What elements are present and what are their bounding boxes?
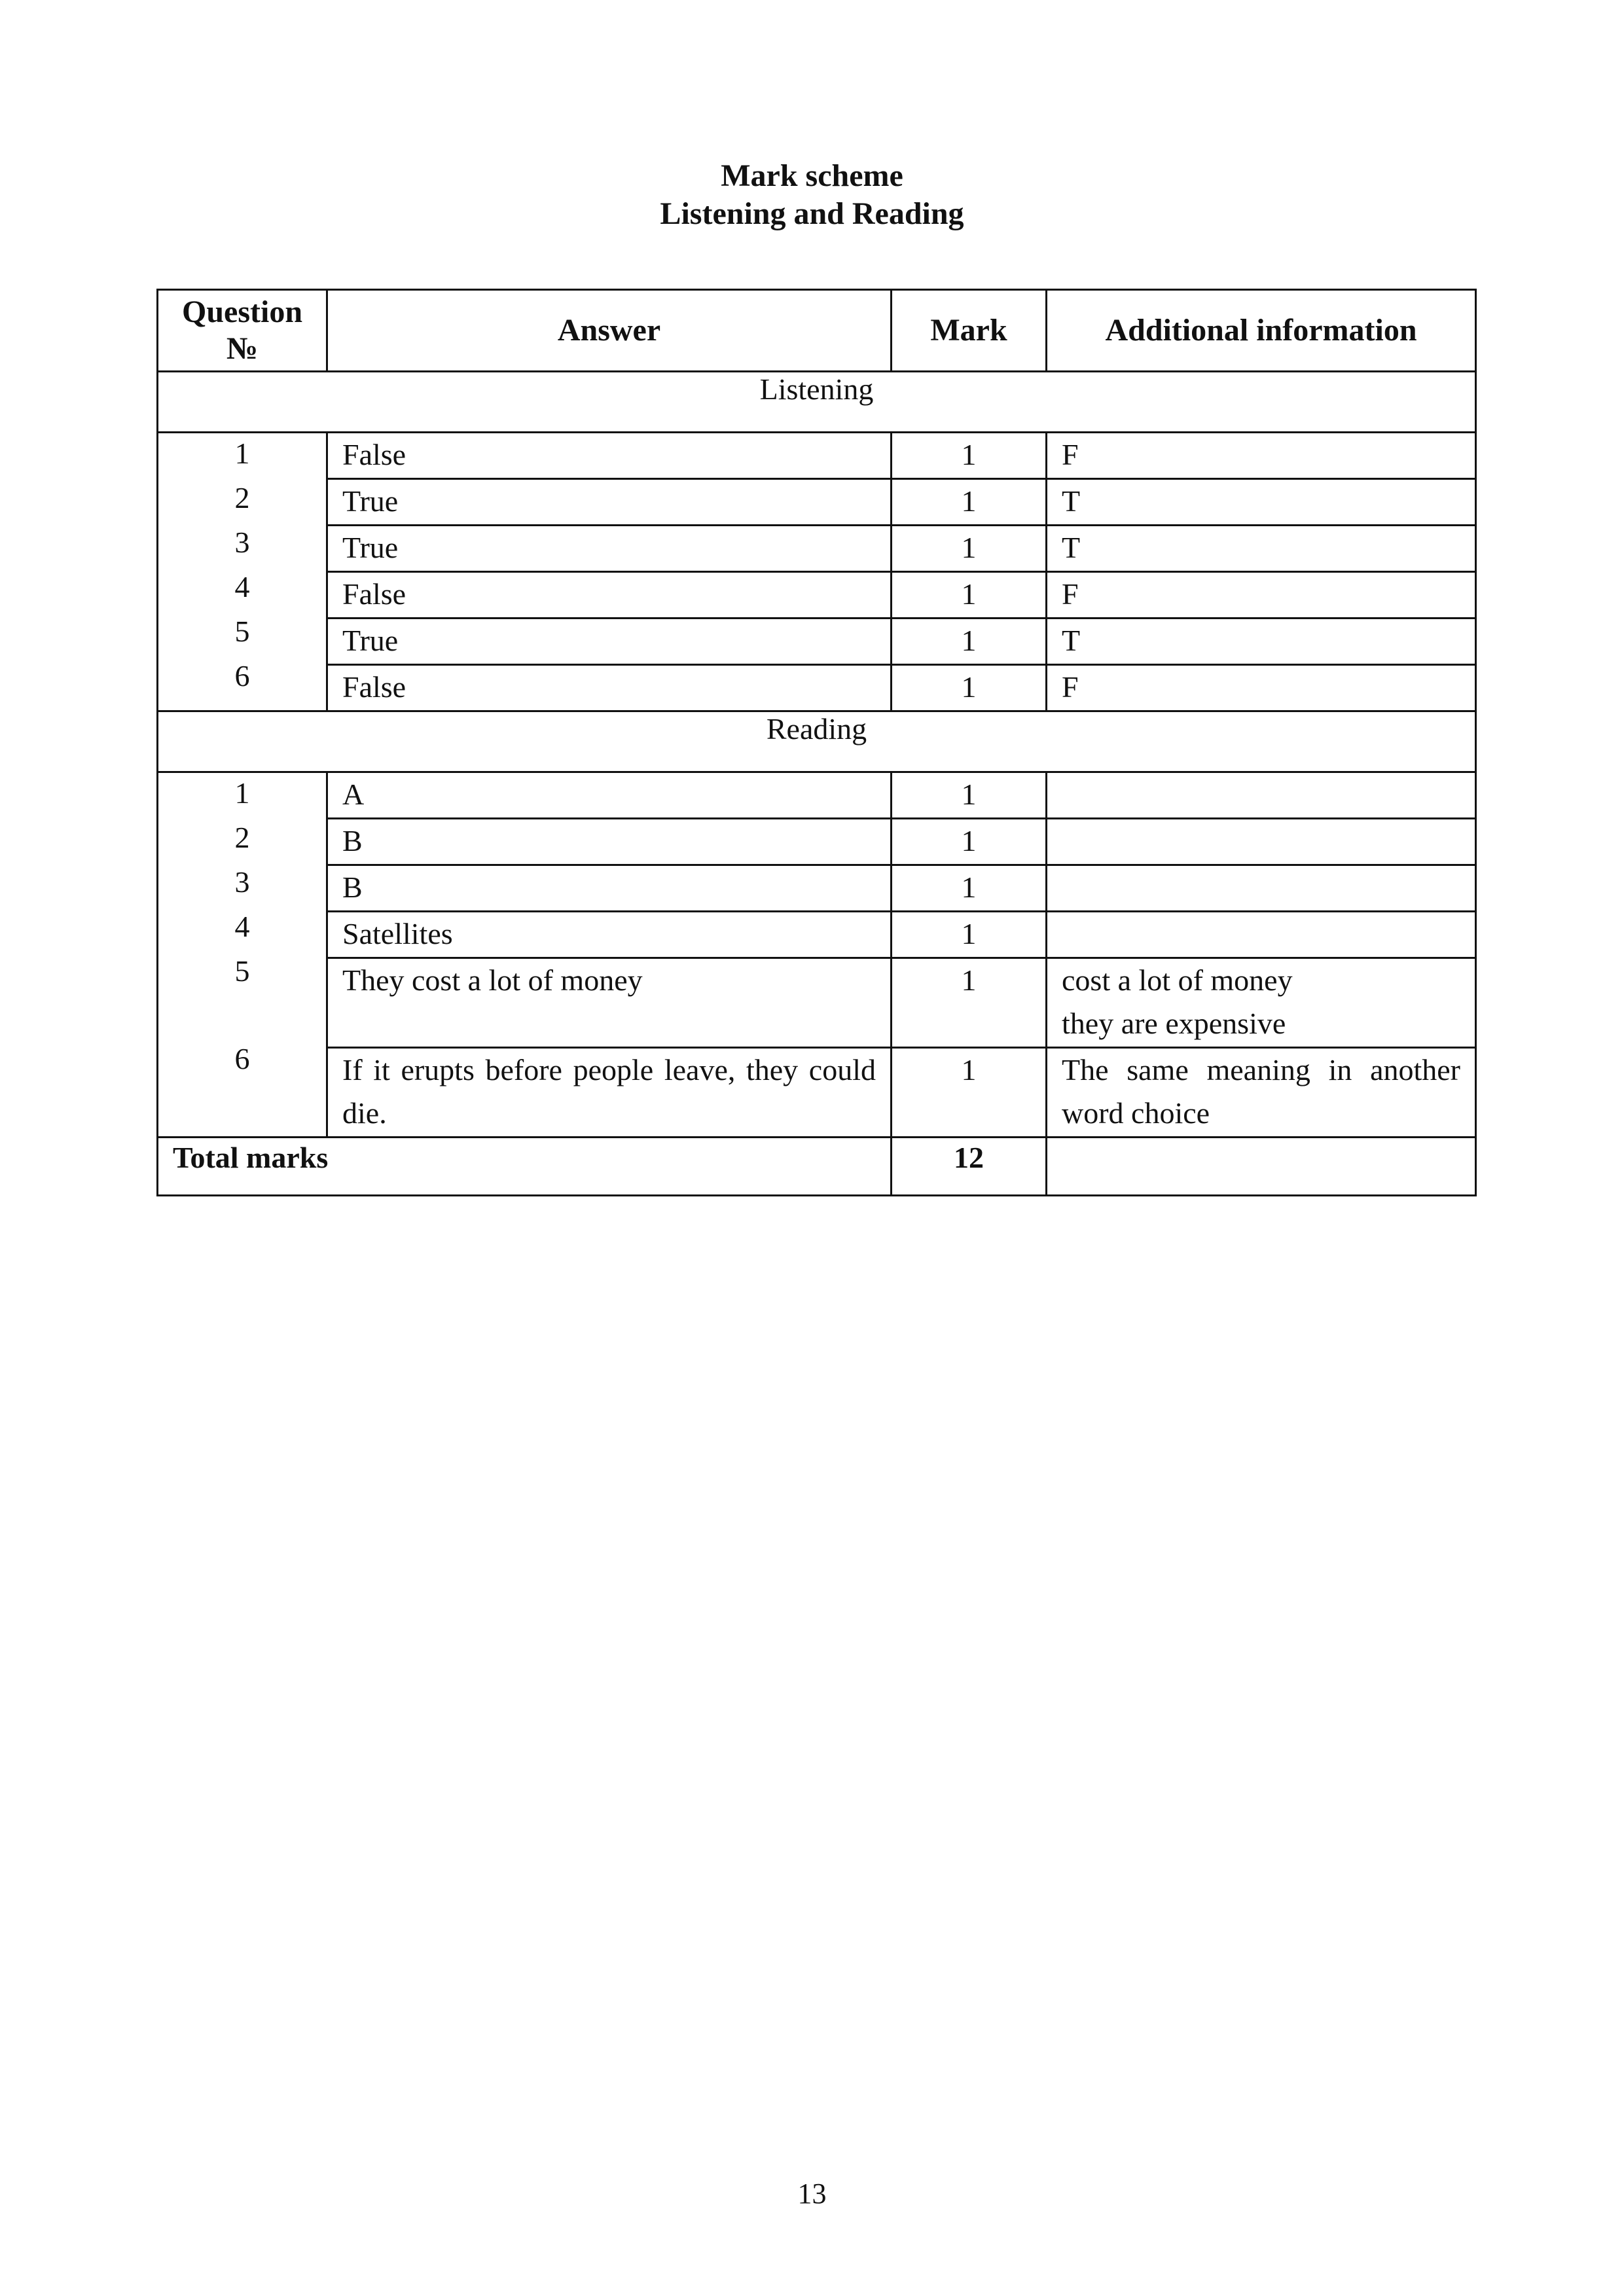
info-cell: The same meaning in another word choice xyxy=(1047,1048,1476,1138)
question-number: 4 xyxy=(234,910,250,943)
answer-cell: True xyxy=(327,479,892,526)
info-cell: F xyxy=(1047,665,1476,711)
table-row xyxy=(158,619,1476,665)
info-line: they are expensive xyxy=(1062,1007,1286,1040)
info-cell: T xyxy=(1047,479,1476,526)
mark-cell: 1 xyxy=(892,912,1047,958)
total-label: Total marks xyxy=(158,1138,892,1196)
info-cell: F xyxy=(1047,433,1476,479)
mark-cell: 1 xyxy=(892,572,1047,619)
page-subtitle: Listening and Reading xyxy=(660,196,964,231)
table-row xyxy=(158,958,1476,1048)
mark-cell: 1 xyxy=(892,526,1047,572)
header-mark: Mark xyxy=(892,290,1047,372)
info-cell xyxy=(1047,772,1476,819)
table-row xyxy=(158,572,1476,619)
page-number: 13 xyxy=(797,2178,827,2210)
info-cell xyxy=(1047,958,1476,1048)
mark-cell: 1 xyxy=(892,958,1047,1048)
page-title: Mark scheme xyxy=(721,158,903,193)
answer-cell: B xyxy=(327,819,892,865)
answer-cell: They cost a lot of money xyxy=(327,958,892,1048)
header-answer: Answer xyxy=(327,290,892,372)
mark-cell: 1 xyxy=(892,1048,1047,1138)
table-row xyxy=(158,865,1476,912)
table-row xyxy=(158,433,1476,479)
title-block xyxy=(0,157,1624,233)
mark-cell: 1 xyxy=(892,865,1047,912)
answer-cell: A xyxy=(327,772,892,819)
answer-cell: False xyxy=(327,433,892,479)
question-number: 6 xyxy=(234,1042,250,1075)
mark-cell: 1 xyxy=(892,619,1047,665)
mark-cell: 1 xyxy=(892,433,1047,479)
section-label-listening: Listening xyxy=(158,372,1476,433)
mark-cell: 1 xyxy=(892,665,1047,711)
answer-cell: If it erupts before people leave, they could die. xyxy=(327,1048,892,1138)
table-row xyxy=(158,1048,1476,1138)
question-numbers-listening xyxy=(158,433,327,711)
mark-cell: 1 xyxy=(892,479,1047,526)
question-number: 3 xyxy=(234,526,250,559)
question-number: 5 xyxy=(234,954,250,988)
mark-scheme-table xyxy=(156,289,1477,1196)
question-number: 1 xyxy=(234,437,250,470)
info-cell: T xyxy=(1047,526,1476,572)
question-number: 2 xyxy=(234,481,250,514)
table-row xyxy=(158,819,1476,865)
info-cell xyxy=(1047,819,1476,865)
answer-cell: B xyxy=(327,865,892,912)
table-header-row xyxy=(158,290,1476,372)
table-row xyxy=(158,526,1476,572)
table-row xyxy=(158,665,1476,711)
question-number: 2 xyxy=(234,821,250,854)
section-row-reading xyxy=(158,711,1476,772)
info-cell xyxy=(1047,912,1476,958)
question-number: 1 xyxy=(234,776,250,810)
question-number: 6 xyxy=(234,659,250,692)
info-cell: F xyxy=(1047,572,1476,619)
header-additional-info: Additional information xyxy=(1047,290,1476,372)
section-label-reading: Reading xyxy=(158,711,1476,772)
question-number: 4 xyxy=(234,570,250,603)
total-row xyxy=(158,1138,1476,1196)
answer-cell: False xyxy=(327,665,892,711)
info-cell: T xyxy=(1047,619,1476,665)
question-number: 5 xyxy=(234,615,250,648)
info-cell xyxy=(1047,865,1476,912)
total-value: 12 xyxy=(892,1138,1047,1196)
table-row xyxy=(158,479,1476,526)
section-row-listening xyxy=(158,372,1476,433)
info-line: cost a lot of money xyxy=(1062,963,1293,997)
answer-cell: True xyxy=(327,619,892,665)
answer-cell: True xyxy=(327,526,892,572)
total-info-cell xyxy=(1047,1138,1476,1196)
answer-cell: Satellites xyxy=(327,912,892,958)
table-row xyxy=(158,912,1476,958)
table-row xyxy=(158,772,1476,819)
question-number: 3 xyxy=(234,865,250,899)
header-question: Question № xyxy=(158,290,327,372)
mark-cell: 1 xyxy=(892,819,1047,865)
mark-cell: 1 xyxy=(892,772,1047,819)
question-numbers-reading xyxy=(158,772,327,1138)
answer-cell: False xyxy=(327,572,892,619)
